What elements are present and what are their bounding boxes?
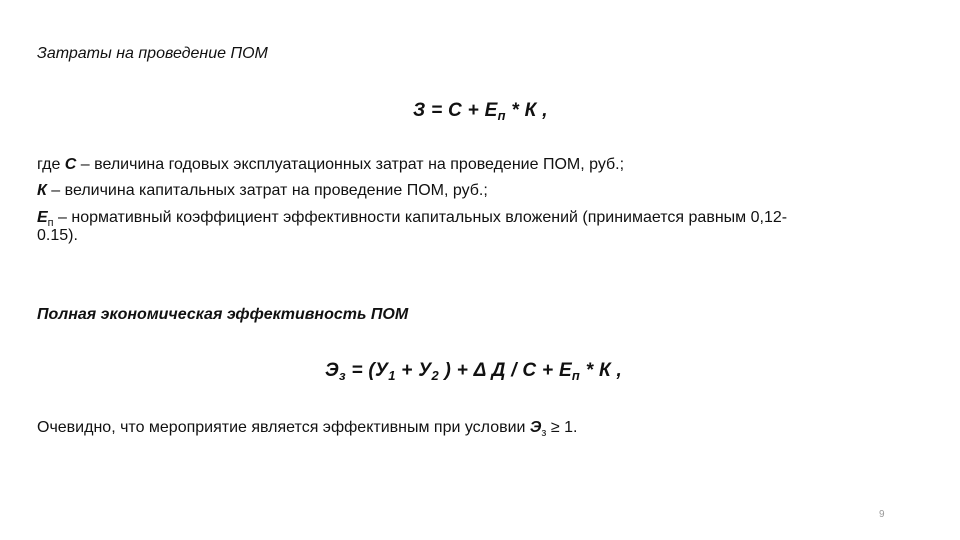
formula-part: + У xyxy=(395,360,432,381)
definition-symbol: С xyxy=(64,156,77,173)
definition-k xyxy=(37,180,488,202)
formula-costs-rhs: * К , xyxy=(505,100,548,121)
formula-efficiency xyxy=(325,360,622,383)
formula-part: ) + Δ Д / С + Е xyxy=(438,360,572,381)
section-heading-costs: Затраты на проведение ПОМ xyxy=(37,45,268,62)
definition-text: – величина капитальных затрат на проведение ПОМ, руб.; xyxy=(46,182,488,199)
definition-c xyxy=(37,154,624,176)
efficiency-condition xyxy=(37,419,577,439)
condition-suffix: ≥ 1. xyxy=(546,419,578,436)
formula-part: Э xyxy=(325,360,339,381)
page-number: 9 xyxy=(879,509,885,520)
formula-subscript: 1 xyxy=(388,368,396,383)
definition-text: – нормативный коэффициент эффективности капитальных вложений (принимается равным 0,12- xyxy=(53,209,788,226)
definition-en-continuation: 0.15). xyxy=(37,227,78,244)
definition-text: – величина годовых эксплуатационных затрат на проведение ПОМ, руб.; xyxy=(76,156,625,173)
formula-part: = (У xyxy=(345,360,389,381)
condition-symbol: Э xyxy=(529,419,542,436)
definition-en xyxy=(37,207,787,234)
condition-subscript: з xyxy=(541,427,547,439)
formula-costs-subscript: п xyxy=(497,108,506,123)
formula-subscript: з xyxy=(338,368,346,383)
formula-costs xyxy=(413,100,548,123)
condition-text: Очевидно, что мероприятие является эффективным при условии xyxy=(37,419,530,436)
definition-symbol: К xyxy=(37,182,47,199)
formula-subscript: 2 xyxy=(431,368,439,383)
definition-subscript: п xyxy=(47,217,54,229)
definition-symbol: Е xyxy=(37,209,48,226)
formula-part: * К , xyxy=(580,360,623,381)
section-heading-efficiency: Полная экономическая эффективность ПОМ xyxy=(37,306,409,323)
definition-prefix: где xyxy=(37,156,65,173)
formula-costs-lhs: З = С + Е xyxy=(413,100,498,121)
formula-subscript: п xyxy=(571,368,581,383)
